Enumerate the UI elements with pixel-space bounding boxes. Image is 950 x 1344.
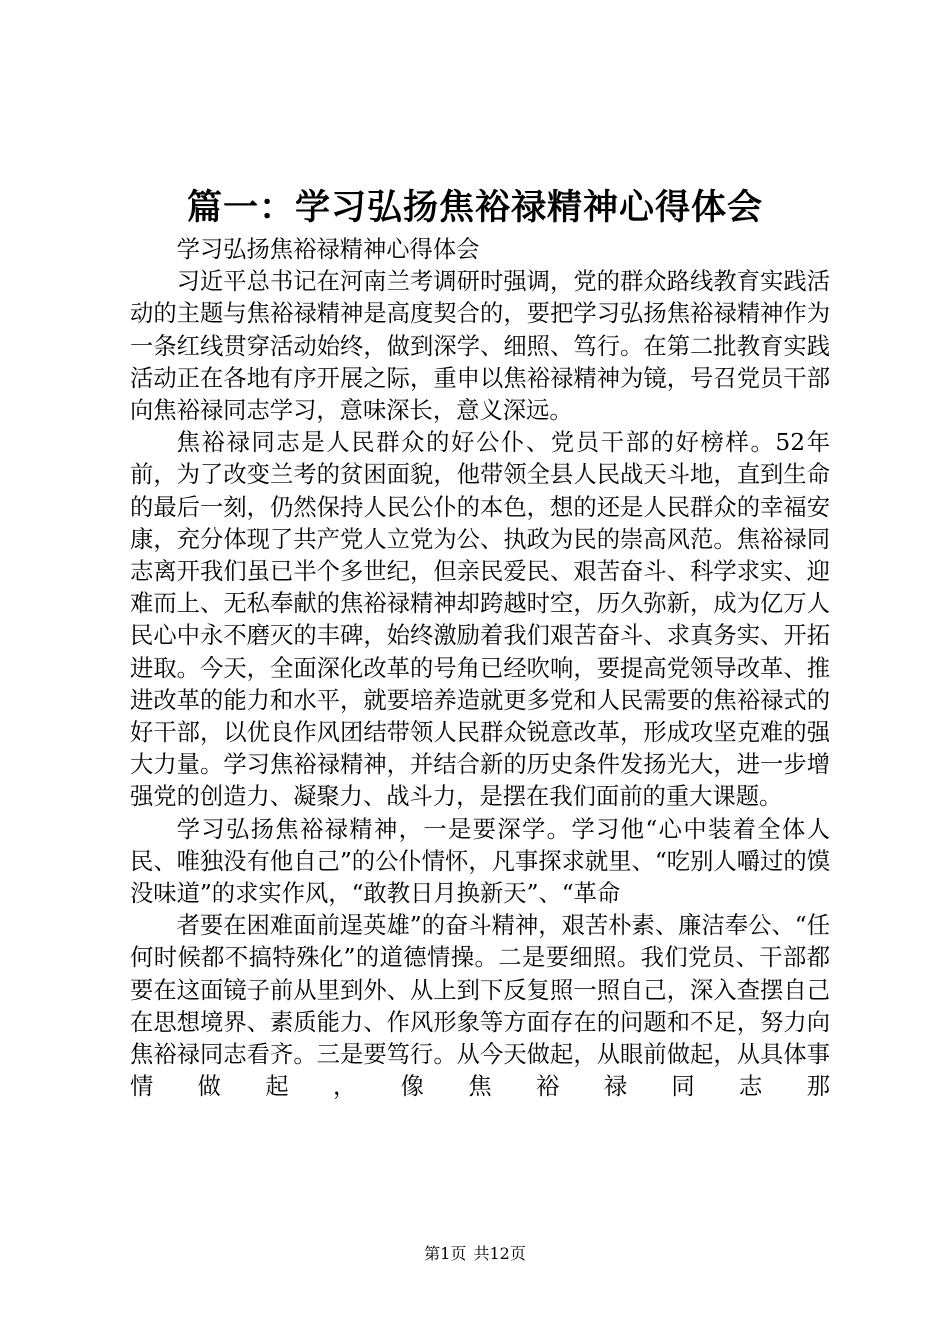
document-title: 篇一：学习弘扬焦裕禄精神心得体会 — [186, 187, 763, 228]
document-body — [130, 234, 830, 1103]
page-footer — [0, 1242, 950, 1266]
paragraph-subtitle: 学习弘扬焦裕禄精神心得体会 — [176, 236, 480, 263]
paragraph: 者要在困难面前逞英雄”的奋斗精神，艰苦朴素、廉洁奉公、“任何时候都不搞特殊化”的道德情操。二是要细照。我们党员、干部都要在这面镜子前从里到外、从上到下反复照一照自己，深入查摆自己在思想境界、素质能力、作风形象等方面存在的问题和不足，努力向焦裕禄同志看齐。三是要笃行。从今天做起，从眼前做起，从具体事情做起，像焦裕禄同志那 — [130, 912, 830, 1101]
paragraph: 习近平总书记在河南兰考调研时强调，党的群众路线教育实践活动的主题与焦裕禄精神是高度契合的，要把学习弘扬焦裕禄精神作为一条红线贯穿活动始终，做到深学、细照、笃行。在第二批教育实践活动正在各地有序开展之际，重申以焦裕禄精神为镜，号召党员干部向焦裕禄同志学习，意味深长，意义深远。 — [130, 268, 830, 425]
paragraph: 学习弘扬焦裕禄精神，一是要深学。学习他“心中装着全体人民、唯独没有他自己”的公仆情怀，凡事探求就里、“吃别人嚼过的馍没味道”的求实作风，“敢教日月换新天”、“革命 — [130, 815, 830, 908]
page-number: 第1页 — [424, 1244, 467, 1263]
paragraph: 焦裕禄同志是人民群众的好公仆、党员干部的好榜样。52年前，为了改变兰考的贫困面貌，他带领全县人民战天斗地，直到生命的最后一刻，仍然保持人民公仆的本色，想的还是人民群众的幸福安康，充分体现了共产党人立党为公、执政为民的崇高风范。焦裕禄同志离开我们虽已半个多世纪，但亲民爱民、艰苦奋斗、科学求实、迎难而上、无私奉献的焦裕禄精神却跨越时空，历久弥新，成为亿万人民心中永不磨灭的丰碑，始终激励着我们艰苦奋斗、求真务实、开拓进取。今天，全面深化改革的号角已经吹响，要提高党领导改革、推进改革的能力和水平，就要培养造就更多党和人民需要的焦裕禄式的好干部，以优良作风团结带领人民群众锐意改革，形成攻坚克难的强大力量。学习焦裕禄精神，并结合新的历史条件发扬光大，进一步增强党的创造力、凝聚力、战斗力，是摆在我们面前的重大课题。 — [130, 429, 830, 811]
page-total: 共12页 — [473, 1244, 526, 1263]
